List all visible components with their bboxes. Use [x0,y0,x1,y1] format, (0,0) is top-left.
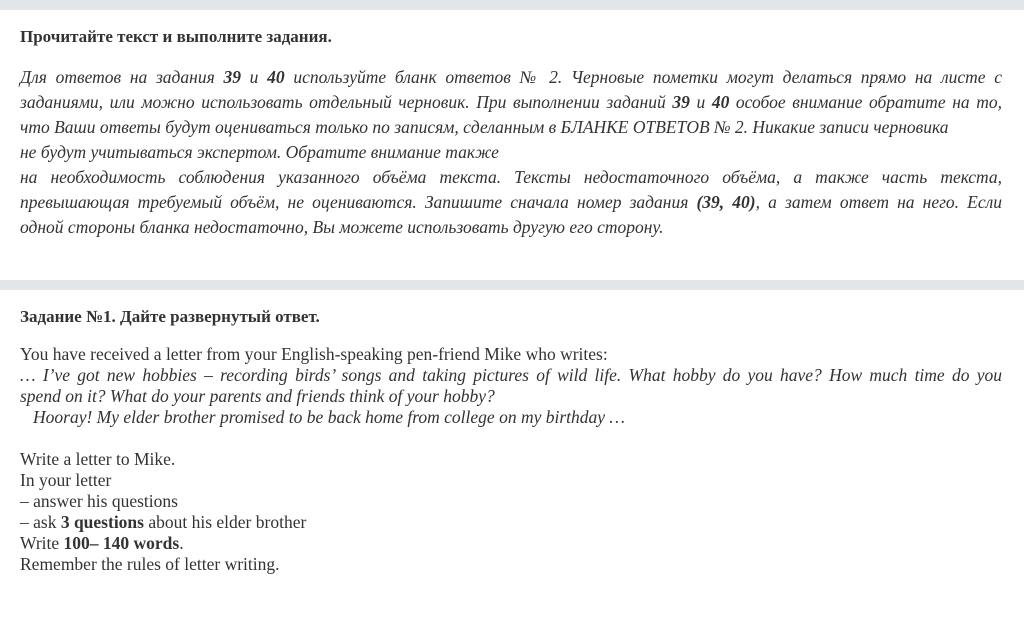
instructions-line [20,90,1002,115]
top-divider [0,0,1024,10]
text-segment: превышающая требуемый объём, не оцениваются. Запишите сначала номер задания [20,192,697,212]
letter-line [20,365,1002,386]
text-segment: Write a letter to Mike. [20,449,176,469]
text-segment: Remember the rules of letter writing. [20,554,280,574]
text-segment: … I’ve got new hobbies – recording birds’ songs and taking pictures of wild life. What hobby do you have? How much time do you [20,365,1002,385]
bold-text: 40 [711,92,730,112]
text-segment: – answer his questions [20,491,178,511]
text-segment: Write [20,533,64,553]
letter-quote [20,365,1002,428]
instructions-line [20,215,1002,240]
bold-text: 3 questions [60,512,144,532]
text-segment: что Ваши ответы будут оцениваться только по записям, сделанным в БЛАНКЕ ОТВЕТОВ № 2. Никакие записи черновика [20,117,949,137]
task-line [20,554,1002,575]
task-intro: You have received a letter from your English-speaking pen-friend Mike who writes: [20,344,608,364]
text-segment: In your letter [20,470,112,490]
bold-text: (39, 40) [696,192,756,212]
text-segment: и [689,92,712,112]
instructions-section [20,27,1002,240]
bold-text: 40 [267,67,285,87]
task-line [20,491,1002,512]
text-segment: Hooray! My elder brother promised to be back home from college on my birthday … [33,407,625,427]
text-segment: заданиями, или можно использовать отдельный черновик. При выполнении заданий [20,92,673,112]
letter-line [20,386,1002,407]
bold-text: 39 [672,92,690,112]
section-divider [0,280,1024,290]
bold-text: 39 [223,67,241,87]
text-segment: , а затем ответ на него. Если [755,192,1003,212]
instructions-line [20,165,1002,190]
text-segment: на необходимость соблюдения указанного объёма текста. Тексты недостаточного объёма, а также часть текста, [20,167,1002,187]
task-line [20,449,1002,470]
text-segment: и [240,67,268,87]
instructions-line [20,115,1002,140]
task-section [20,307,1002,575]
task-heading: Задание №1. Дайте развернутый ответ. [20,307,320,326]
instructions-line [20,140,1002,165]
task-line [20,470,1002,491]
text-segment: spend on it? What do your parents and friends think of your hobby? [20,386,495,406]
text-segment: Для ответов на задания [20,67,224,87]
text-segment: about his elder brother [143,512,307,532]
instructions-heading: Прочитайте текст и выполните задания. [20,27,332,46]
task-line [20,533,1002,554]
instructions-line [20,65,1002,90]
text-segment: – ask [20,512,61,532]
text-segment: особое внимание обратите на то, [729,92,1002,112]
text-segment: одной стороны бланка недостаточно, Вы можете использовать другую его сторону. [20,217,664,237]
task-line [20,512,1002,533]
letter-line [20,407,1002,428]
task-instructions [20,449,1002,575]
instructions-text [20,65,1002,240]
text-segment: . [179,533,184,553]
text-segment: используйте бланк ответов № 2. Черновые пометки могут делаться прямо на листе с [284,67,1002,87]
bold-text: 100– 140 words [63,533,180,553]
instructions-line [20,190,1002,215]
text-segment: не будут учитываться экспертом. Обратите внимание также [20,142,499,162]
